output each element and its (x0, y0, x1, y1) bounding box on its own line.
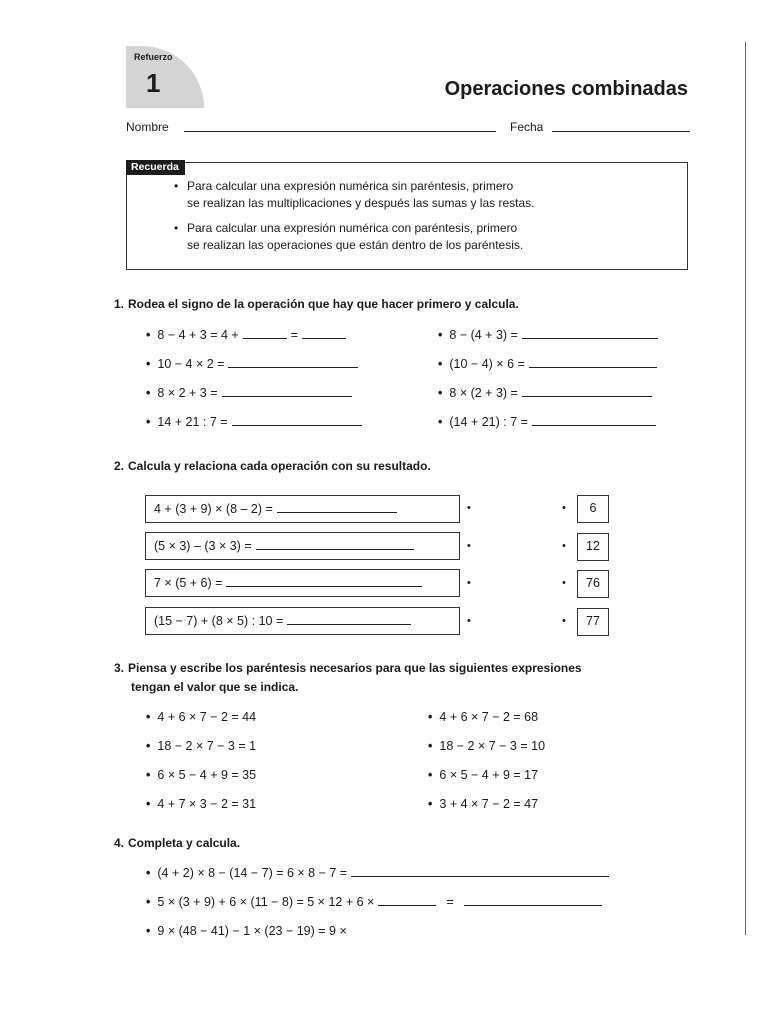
bullet: • (428, 768, 433, 782)
answer-blank[interactable] (529, 367, 657, 368)
exercise-1-item (438, 386, 656, 400)
answer-blank[interactable] (277, 512, 397, 513)
recuerda-item-line: Para calcular una expresión numérica sin paréntesis, primero (187, 179, 514, 193)
name-date-row (126, 120, 690, 136)
bullet: • (428, 797, 433, 811)
exercise-1-item (146, 328, 350, 342)
answer-blank[interactable] (522, 338, 658, 339)
answer-blank[interactable] (351, 876, 609, 877)
expression: 4 + 6 × 7 − 2 = 68 (439, 710, 539, 724)
bullet: • (174, 179, 179, 193)
expression: 8 − (4 + 3) = (449, 328, 518, 342)
exercise-number: 3. (114, 661, 125, 675)
name-field[interactable] (184, 131, 496, 132)
exercise-instruction: Calcula y relaciona cada operación con su resultado. (128, 459, 431, 473)
exercise-4-title (114, 836, 240, 850)
exercise-1-item (146, 386, 356, 400)
answer-blank[interactable] (287, 624, 411, 625)
date-label: Fecha (510, 120, 544, 134)
operation-box (145, 607, 460, 635)
expression: 18 − 2 × 7 − 3 = 10 (439, 739, 546, 753)
equals-sign: = (290, 328, 299, 342)
result-box: 6 (577, 495, 609, 523)
answer-blank[interactable] (256, 549, 414, 550)
expression: 5 × (3 + 9) + 6 × (11 − 8) = 5 × 12 + 6 × (157, 895, 375, 909)
bullet: • (146, 924, 151, 938)
exercise-3-item (428, 768, 538, 782)
exercise-3-item (146, 710, 256, 724)
unit-number: 1 (146, 68, 161, 98)
answer-blank[interactable] (532, 425, 656, 426)
exercise-1-item (438, 328, 662, 342)
match-dot[interactable]: • (467, 540, 471, 552)
exercise-instruction: Piensa y escribe los paréntesis necesarios para que las siguientes expresiones (128, 661, 582, 675)
exercise-instruction: Rodea el signo de la operación que hay que hacer primero y calcula. (128, 297, 519, 311)
exercise-3-title-continued: tengan el valor que se indica. (131, 680, 299, 694)
exercise-number: 1. (114, 297, 125, 311)
bullet: • (438, 357, 443, 371)
exercise-4-item (146, 924, 347, 938)
bullet: • (174, 221, 179, 235)
expression: 4 + 7 × 3 − 2 = 31 (157, 797, 257, 811)
bullet: • (438, 415, 443, 429)
result-box: 77 (577, 608, 609, 636)
answer-blank[interactable] (302, 338, 346, 339)
answer-blank[interactable] (522, 396, 652, 397)
exercise-1-item (146, 415, 366, 429)
recuerda-item (174, 220, 627, 254)
expression: (4 + 2) × 8 − (14 − 7) = 6 × 8 − 7 = (157, 866, 348, 880)
operation-box (145, 495, 460, 523)
answer-blank[interactable] (378, 905, 436, 906)
page-margin-rule (745, 42, 746, 935)
expression: 18 − 2 × 7 − 3 = 1 (157, 739, 257, 753)
exercise-1-item (438, 415, 660, 429)
expression: 8 − 4 + 3 = 4 + (157, 328, 239, 342)
recuerda-item-line: se realizan las operaciones que están dentro de los paréntesis. (187, 238, 524, 252)
expression: 3 + 4 × 7 − 2 = 47 (439, 797, 539, 811)
bullet: • (428, 739, 433, 753)
answer-blank[interactable] (243, 338, 287, 339)
recuerda-item-line: se realizan las multiplicaciones y después las sumas y las restas. (187, 196, 535, 210)
match-dot[interactable]: • (562, 540, 566, 552)
equals-sign: = (446, 895, 454, 909)
exercise-3-item (146, 768, 256, 782)
result-box: 12 (577, 533, 609, 561)
operation-text: 4 + (3 + 9) × (8 – 2) = (154, 502, 273, 516)
answer-blank[interactable] (232, 425, 362, 426)
bullet: • (146, 710, 151, 724)
match-dot[interactable]: • (467, 502, 471, 514)
bullet: • (146, 415, 151, 429)
bullet: • (146, 797, 151, 811)
bullet: • (146, 768, 151, 782)
expression: 6 × 5 − 4 + 9 = 17 (439, 768, 539, 782)
exercise-3-item (146, 739, 256, 753)
operation-text: (15 − 7) + (8 × 5) : 10 = (154, 614, 284, 628)
bullet: • (428, 710, 433, 724)
match-dot[interactable]: • (562, 577, 566, 589)
bullet: • (146, 866, 151, 880)
unit-tab-label: Refuerzo (134, 52, 173, 62)
exercise-4-item (146, 895, 606, 909)
answer-blank[interactable] (226, 586, 422, 587)
name-label: Nombre (126, 120, 169, 134)
expression: 6 × 5 − 4 + 9 = 35 (157, 768, 257, 782)
recuerda-label: Recuerda (126, 160, 185, 175)
exercise-number: 2. (114, 459, 125, 473)
exercise-1-item (146, 357, 362, 371)
match-dot[interactable]: • (467, 577, 471, 589)
expression: 4 + 6 × 7 − 2 = 44 (157, 710, 257, 724)
bullet: • (438, 386, 443, 400)
exercise-3-title (114, 661, 582, 675)
exercise-4-item (146, 866, 613, 880)
date-field[interactable] (552, 131, 690, 132)
match-dot[interactable]: • (562, 615, 566, 627)
exercise-3-item (146, 797, 256, 811)
bullet: • (438, 328, 443, 342)
exercise-number: 4. (114, 836, 125, 850)
expression: 14 + 21 : 7 = (157, 415, 228, 429)
operation-box (145, 532, 460, 560)
operation-text: (5 × 3) – (3 × 3) = (154, 539, 252, 553)
bullet: • (146, 357, 151, 371)
expression: (14 + 21) : 7 = (449, 415, 528, 429)
result-box: 76 (577, 570, 609, 598)
expression: 8 × (2 + 3) = (449, 386, 518, 400)
match-dot[interactable]: • (467, 615, 471, 627)
exercise-3-item (428, 797, 538, 811)
expression: 9 × (48 − 41) − 1 × (23 − 19) = 9 × (157, 924, 347, 938)
bullet: • (146, 895, 151, 909)
bullet: • (146, 386, 151, 400)
operation-box (145, 569, 460, 597)
match-dot[interactable]: • (562, 502, 566, 514)
answer-blank[interactable] (464, 905, 602, 906)
exercise-3-item (428, 710, 538, 724)
exercise-2-title (114, 459, 431, 473)
exercise-3-item (428, 739, 545, 753)
exercise-1-item (438, 357, 661, 371)
recuerda-item-line: Para calcular una expresión numérica con paréntesis, primero (187, 221, 518, 235)
bullet: • (146, 328, 151, 342)
expression: 8 × 2 + 3 = (157, 386, 218, 400)
recuerda-item (174, 178, 627, 212)
operation-text: 7 × (5 + 6) = (154, 576, 223, 590)
expression: 10 − 4 × 2 = (157, 357, 225, 371)
exercise-instruction: Completa y calcula. (128, 836, 241, 850)
bullet: • (146, 739, 151, 753)
answer-blank[interactable] (222, 396, 352, 397)
exercise-1-title (114, 297, 519, 311)
answer-blank[interactable] (228, 367, 358, 368)
expression: (10 − 4) × 6 = (449, 357, 525, 371)
page-title: Operaciones combinadas (444, 78, 688, 100)
